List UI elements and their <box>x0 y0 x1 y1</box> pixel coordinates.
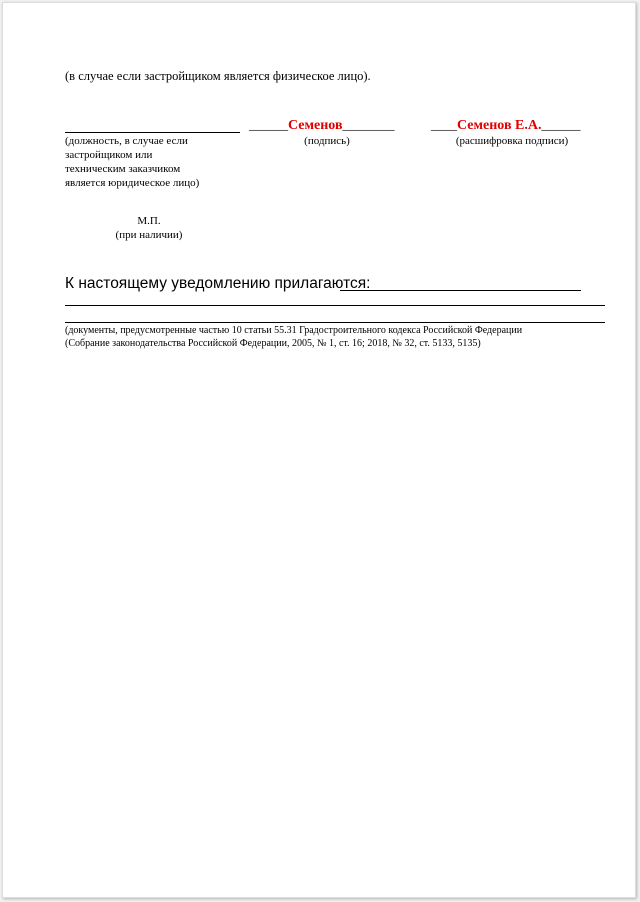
position-caption-3: техническим заказчиком <box>65 163 181 175</box>
attachments-line-2 <box>65 322 605 323</box>
attachments-heading-line <box>340 290 581 291</box>
name-prefix: ____ <box>431 117 457 132</box>
signature-suffix: ________ <box>342 117 395 132</box>
attachments-line-1 <box>65 305 605 306</box>
attachments-footnote-1: (документы, предусмотренные частью 10 статьи 55.31 Градостроительного кодекса Российской Федерации <box>65 325 523 336</box>
name-field <box>431 117 580 134</box>
stamp-note: (при наличии) <box>115 229 183 241</box>
attachments-footnote-2: (Собрание законодательства Российской Федерации, 2005, № 1, ст. 16; 2018, № 32, ст. 5133, 5135) <box>65 338 481 349</box>
signature-field <box>249 117 395 134</box>
name-suffix: ______ <box>541 117 581 132</box>
signature-caption: (подпись) <box>304 135 350 147</box>
stamp-label: М.П. <box>137 215 161 227</box>
position-line <box>65 132 240 133</box>
signature-prefix: ______ <box>249 117 288 132</box>
position-caption-1: (должность, в случае если <box>65 135 188 147</box>
signature-value: Семенов <box>288 118 343 133</box>
position-caption-4: является юридическое лицо) <box>65 177 200 189</box>
position-caption-2: застройщиком или <box>65 149 153 161</box>
attachments-heading: К настоящему уведомлению прилагаются: <box>65 275 371 292</box>
name-caption: (расшифровка подписи) <box>455 135 569 147</box>
intro-line: (в случае если застройщиком является физическое лицо). <box>65 69 371 83</box>
name-value: Семенов Е.А. <box>457 118 542 133</box>
document-page <box>2 2 636 898</box>
